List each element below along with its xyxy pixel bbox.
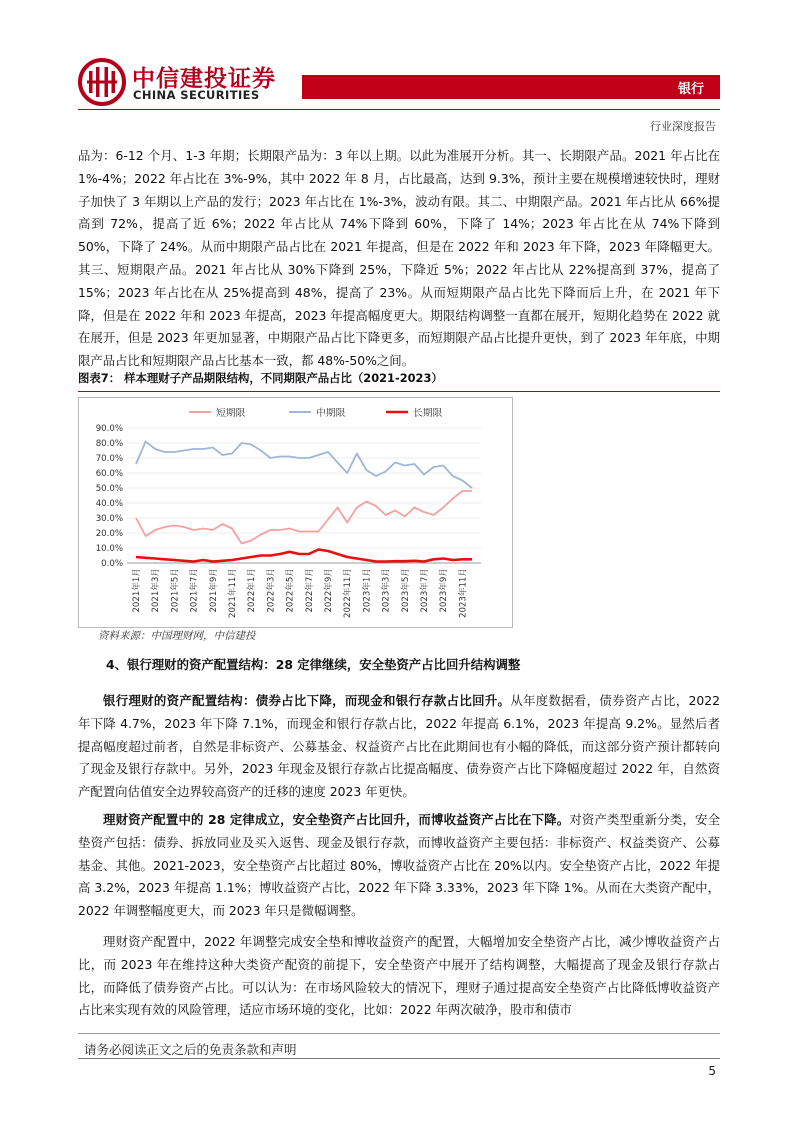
paragraph-lead: 银行理财的资产配置结构：债券占比下降，而现金和银行存款占比回升。 xyxy=(103,693,511,708)
x-tick-label: 2022年7月 xyxy=(304,568,315,613)
x-tick-label: 2023年1月 xyxy=(362,568,373,613)
paragraph-risk-management: 理财资产配置中，2022 年调整完成安全垫和博收益资产的配置，大幅增加安全垫资产占比，减少博收益资产占比，而 2023 年在维持这种大类资产配资的前提下，安全垫资产中展开了结构调整，大幅提高了现金及银行存款占比，而降低了债券资产占比。可以认为：在市场风险较大的情况下，理财子通过提高安全垫资产占比降低博收益资产占比来实现有效的风险管理，适应市场环境的变化，比如：2022 年两次破净，股市和债市 xyxy=(78,934,720,1018)
x-tick-label: 2022年11月 xyxy=(343,568,354,618)
brand-name-en: CHINA SECURITIES xyxy=(133,88,260,102)
figure-caption: 图表7： 样本理财子产品期限结构，不同期限产品占比（2021-2023） xyxy=(78,371,443,385)
figure-source: 资料来源：中国理财网，中信建投 xyxy=(98,630,256,642)
disclaimer-text: 请务必阅读正文之后的免责条款和声明 xyxy=(84,1042,297,1057)
x-tick-label: 2021年11月 xyxy=(228,568,238,618)
x-tick-label: 2023年11月 xyxy=(458,568,469,618)
paragraph-asset-allocation xyxy=(78,690,720,804)
x-tick-label: 2022年9月 xyxy=(324,568,334,613)
figure-top-rule xyxy=(78,391,720,392)
paragraph-lead: 理财资产配置中的 28 定律成立，安全垫资产占比回升，而博收益资产占比在下降。 xyxy=(103,812,570,827)
legend-label: 短期限 xyxy=(216,408,246,419)
footer-divider xyxy=(78,1033,720,1034)
series-line-1 xyxy=(136,491,472,544)
x-tick-label: 2021年7月 xyxy=(189,568,200,613)
section-band xyxy=(302,75,720,99)
x-tick-label: 2023年5月 xyxy=(400,568,411,613)
paragraph-term-structure: 品为：6-12 个月、1-3 年期；长期限产品为：3 年以上期。以此为准展开分析。其一、长期限产品。2021 年占比在 1%-4%；2022 年占比在 3%-9%，其中 2022 年 8 月，占比最高，达到 9.3%，预计主要在规模增速较快时，理财子加快了 3 年期以上产品的发行；2023 年占比在 1%-3%，波动有限。其二、中期限产品。2021 年占比从 66%提高到 72%，提高了近 6%；2022 年占比从 74%下降到 60%，下降了 14%；2023 年占比在从 74%下降到 50%，下降了 24%。从而中期限产品占比在 2021 年提高，但是在 2022 年和 2023 年下降，2023 年降幅更大。其三、短期限产品。2021 年占比从 30%下降到 25%，下降近 5%；2022 年占比从 22%提高到 37%，提高了 15%；2023 年占比在从 25%提高到 48%，提高了 23%。从而短期限产品占比先下降而后上升，在 2021 年下降，但是在 2022 年和 2023 年提高，2023 年提高幅度更大。期限结构调整一直都在展开，短期化趋势在 2022 就在展开，但是 2023 年更加显著，中期限产品占比下降更多，而短期限产品占比提升更快，到了 2023 年年底，中期限产品占比和短期限产品占比基本一致，都 48%-50%之间。 xyxy=(78,148,720,369)
footer-bottom-rule xyxy=(78,1058,720,1059)
page-number: 5 xyxy=(708,1064,716,1078)
y-tick-label: 0.0% xyxy=(101,559,123,569)
y-tick-label: 60.0% xyxy=(95,469,123,479)
x-tick-label: 2022年1月 xyxy=(247,568,258,613)
header-divider xyxy=(78,109,720,110)
y-tick-label: 80.0% xyxy=(95,439,123,449)
series-line-2 xyxy=(136,442,472,489)
term-structure-chart xyxy=(79,398,512,627)
paragraph-28-rule xyxy=(78,809,720,923)
legend-label: 长期限 xyxy=(413,408,443,419)
x-tick-label: 2023年9月 xyxy=(439,568,450,613)
report-type: 行业深度报告 xyxy=(650,120,716,133)
y-tick-label: 30.0% xyxy=(95,514,123,524)
y-tick-label: 50.0% xyxy=(95,484,123,494)
chart-frame xyxy=(78,397,513,628)
paragraph-text: 对资产类型重新分类，安全垫资产包括：债券、拆放同业及买入返售、现金及银行存款，而博收益资产主要包括：非标资产、权益类资产、公募基金、其他。2021-2023，安全垫资产占比超过 80%，博收益资产占比在 20%以内。安全垫资产占比，2022 年提高 3.2%，2023 年提高 1.1%；博收益资产占比，2022 年下降 3.33%，2023 年下降 1%。从而在大类资产配中，2022 年调整幅度更大，而 2023 年只是微幅调整。 xyxy=(78,812,721,919)
y-tick-label: 90.0% xyxy=(95,424,123,434)
section-title: 4、银行理财的资产配置结构：28 定律继续，安全垫资产占比回升结构调整 xyxy=(106,657,521,672)
x-tick-label: 2023年7月 xyxy=(420,568,430,613)
x-tick-label: 2022年3月 xyxy=(266,568,277,613)
y-tick-label: 70.0% xyxy=(95,454,123,464)
x-tick-label: 2022年5月 xyxy=(285,568,296,613)
y-tick-label: 10.0% xyxy=(95,544,123,554)
brand-name-cn: 中信建投证券 xyxy=(132,66,276,92)
series-line-3 xyxy=(136,550,472,562)
x-tick-label: 2021年1月 xyxy=(132,568,142,613)
section-tag: 银行 xyxy=(677,82,704,97)
china-securities-logo-icon xyxy=(78,58,126,106)
y-tick-label: 40.0% xyxy=(95,499,123,509)
legend-label: 中期限 xyxy=(316,408,346,419)
y-tick-label: 20.0% xyxy=(95,529,123,539)
x-tick-label: 2021年9月 xyxy=(208,568,219,613)
paragraph-text: 从年度数据看，债券资产占比，2022 年下降 4.7%，2023 年下降 7.1%，而现金和银行存款占比，2022 年提高 6.1%，2023 年提高 9.2%。显然后者提高幅度超过前者，自然是非标资产、公募基金、权益资产占比在此期间也有小幅的降低，而这部分资产预计都转向了现金及银行存款中。另外，2023 年现金及银行存款占比提高幅度、债券资产占比下降幅度超过 2022 年，自然资产配置向估值安全边界较高资产的迁移的速度 2023 年更快。 xyxy=(78,693,720,800)
x-tick-label: 2021年5月 xyxy=(170,568,181,613)
x-tick-label: 2023年3月 xyxy=(381,568,392,613)
x-tick-label: 2021年3月 xyxy=(151,568,162,613)
